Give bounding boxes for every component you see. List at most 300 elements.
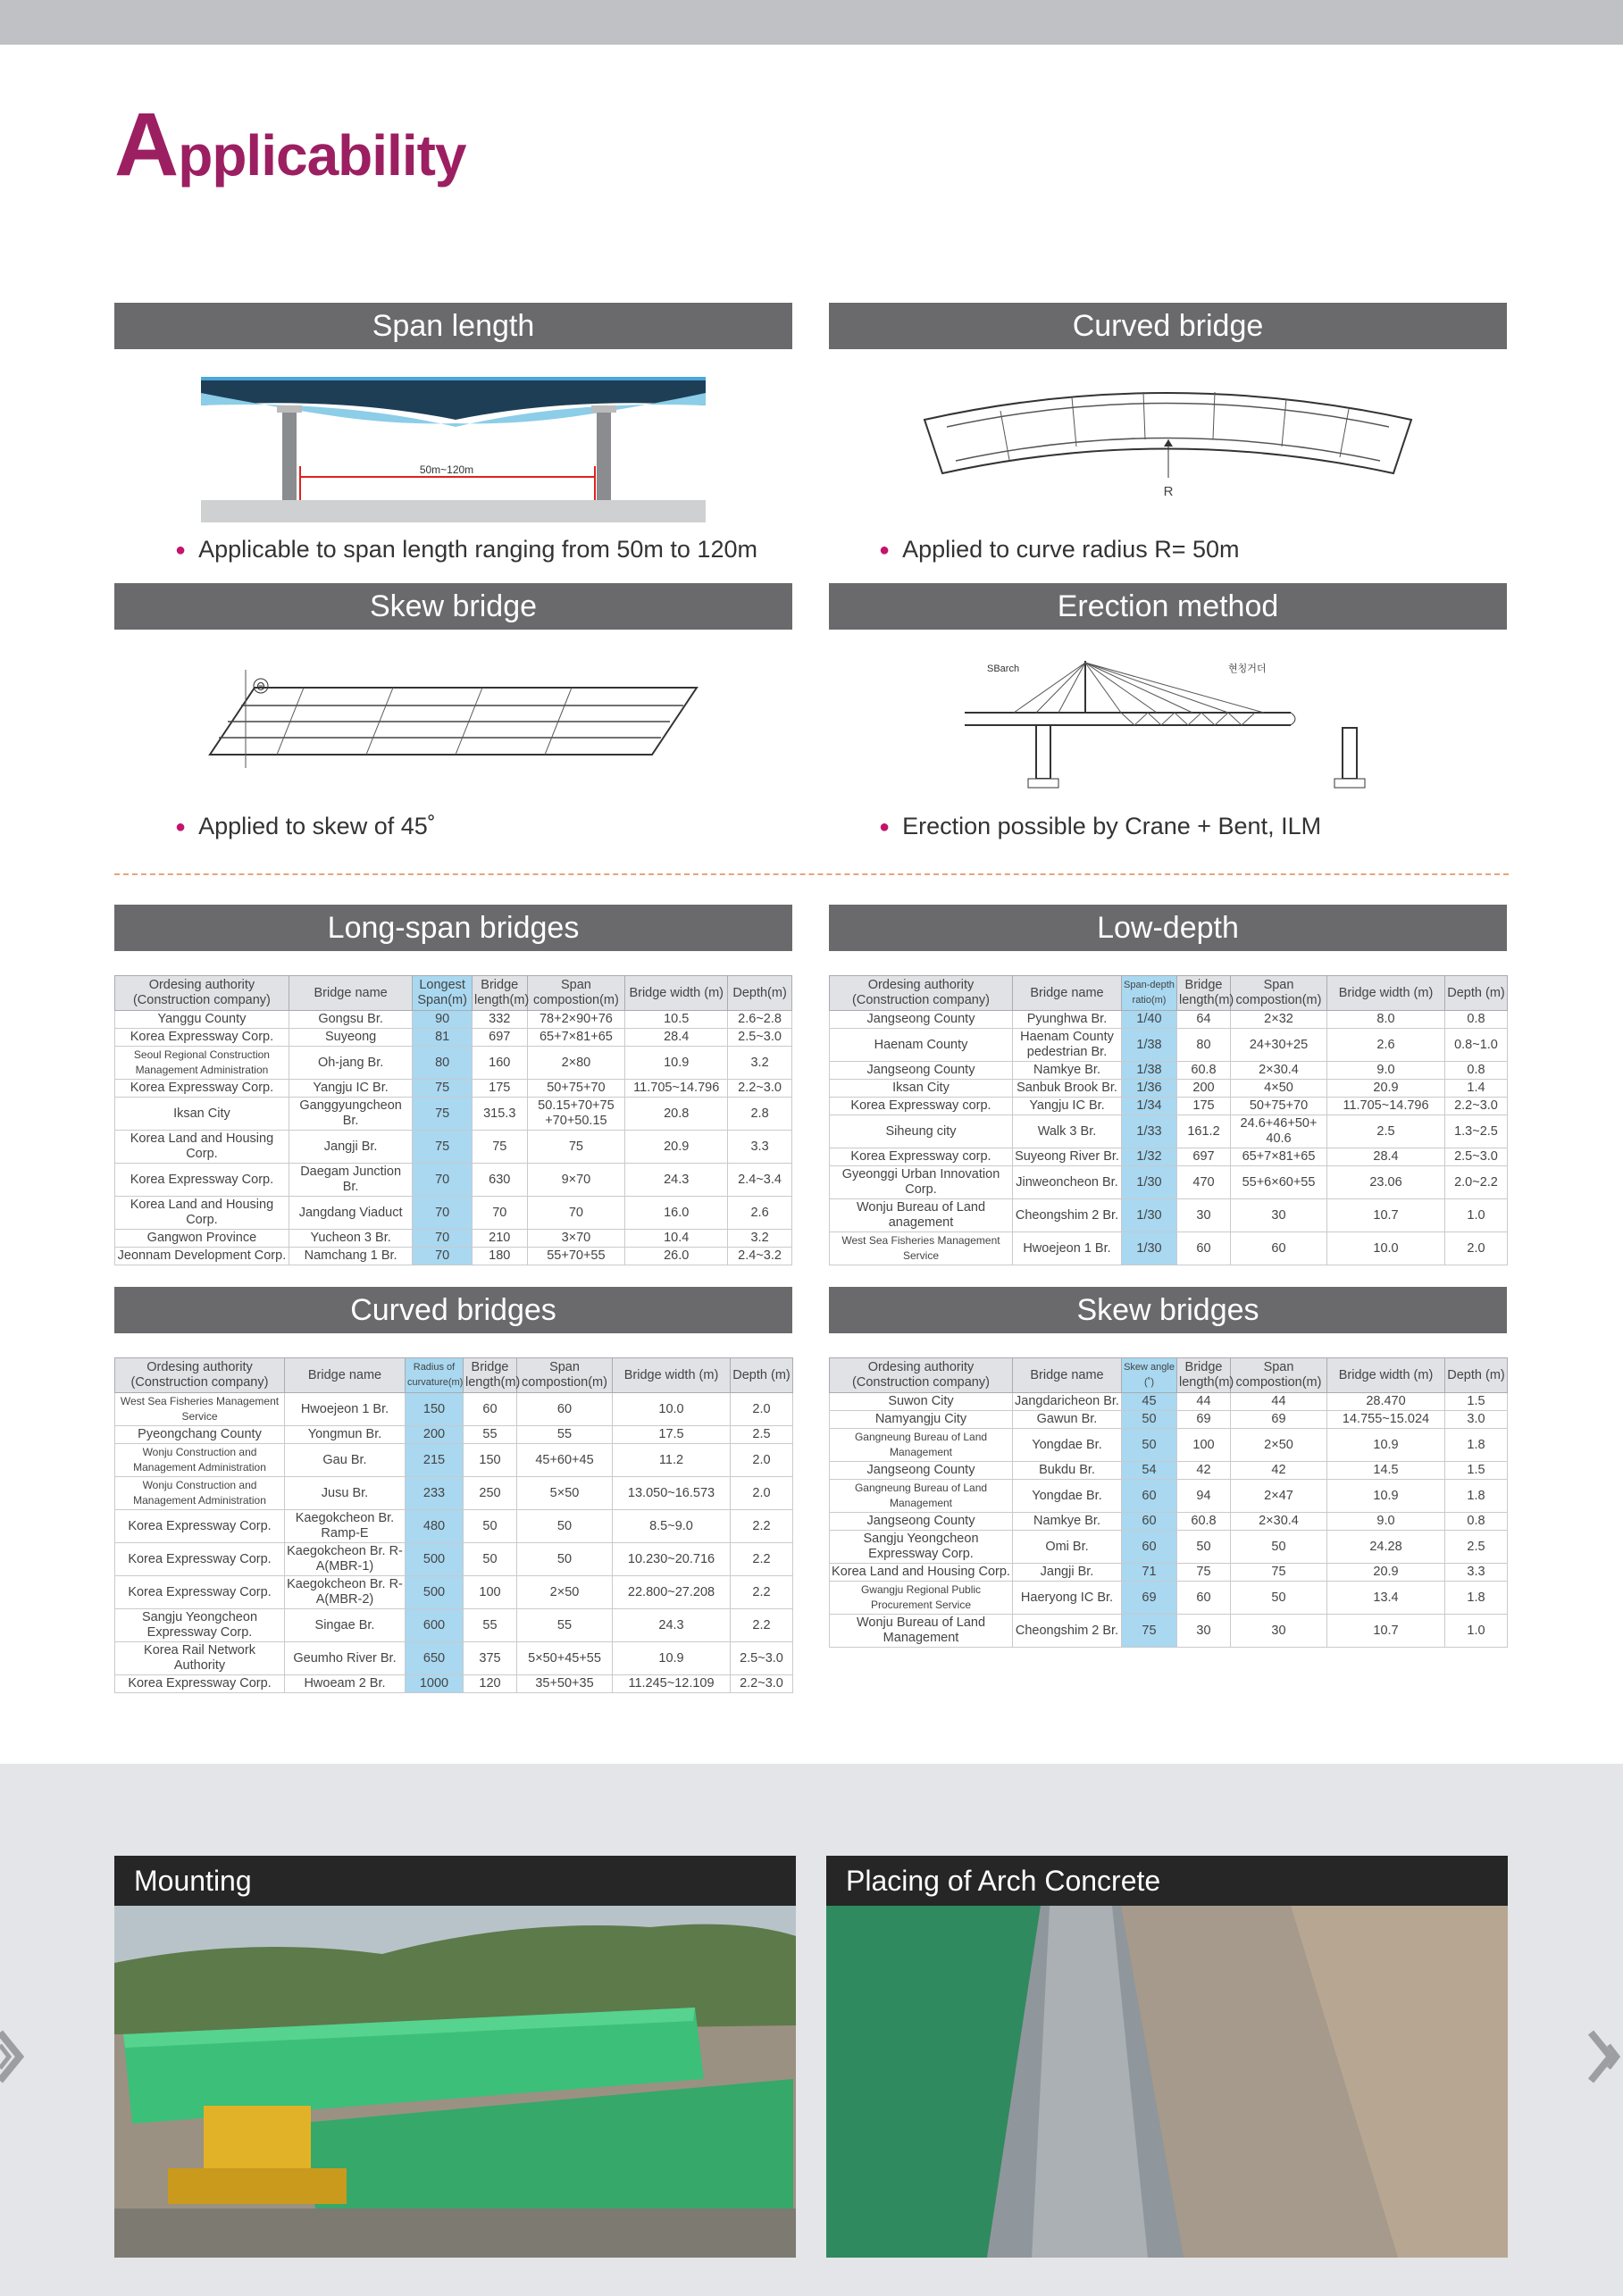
table-cell: 65+7×81+65 xyxy=(1231,1148,1327,1166)
column-header: Ordesing authority (Construction company) xyxy=(115,976,289,1011)
table-cell: Jinweoncheon Br. xyxy=(1013,1166,1122,1199)
table-cell: 2.2~3.0 xyxy=(728,1080,792,1098)
table-cell: 5×50 xyxy=(517,1477,613,1510)
span-length-diagram xyxy=(197,366,710,527)
table-cell: 75 xyxy=(1122,1615,1177,1648)
table-cell: 1.0 xyxy=(1445,1199,1508,1232)
table-cell: 2.6~2.8 xyxy=(728,1011,792,1029)
table-cell: 70 xyxy=(473,1197,528,1230)
table-cell: 2.5~3.0 xyxy=(731,1642,793,1675)
table-row xyxy=(830,1148,1508,1166)
skew-bridges-heading: Skew bridges xyxy=(829,1287,1507,1333)
skew-bridge-diagram xyxy=(205,670,706,768)
table-cell: Jangdang Viaduct xyxy=(289,1197,412,1230)
table-cell: 2.0 xyxy=(731,1393,793,1426)
table-cell: Haeryong IC Br. xyxy=(1013,1582,1122,1615)
table-cell: Pyeongchang County xyxy=(115,1426,285,1444)
table-cell: 2×80 xyxy=(527,1047,625,1080)
table-cell: 180 xyxy=(473,1248,528,1265)
table-cell: 100 xyxy=(1177,1429,1231,1462)
span-dimension-label: 50m~120m xyxy=(419,463,474,476)
table-cell: 60 xyxy=(1177,1582,1231,1615)
table-cell: 2×32 xyxy=(1231,1011,1327,1029)
arch-concrete-caption: Placing of Arch Concrete xyxy=(826,1856,1508,1906)
table-cell: Hwoejeon 1 Br. xyxy=(1013,1232,1122,1265)
table-cell: 1.8 xyxy=(1445,1480,1508,1513)
table-cell: 2.5 xyxy=(1445,1531,1508,1564)
column-header: Ordesing authority (Construction company) xyxy=(115,1358,285,1393)
table-row xyxy=(115,1543,793,1576)
table-cell: Korea Expressway Corp. xyxy=(115,1675,285,1693)
table-cell: 10.0 xyxy=(1327,1232,1445,1265)
table-row xyxy=(115,1609,793,1642)
table-cell: 2×30.4 xyxy=(1231,1513,1327,1531)
table-cell: 13.050~16.573 xyxy=(613,1477,731,1510)
table-cell: Namchang 1 Br. xyxy=(289,1248,412,1265)
table-cell: 75 xyxy=(473,1131,528,1164)
table-cell: Sanbuk Brook Br. xyxy=(1013,1080,1122,1098)
column-header: Depth(m) xyxy=(728,976,792,1011)
table-cell: Korea Expressway corp. xyxy=(830,1148,1013,1166)
table-row xyxy=(830,1411,1508,1429)
table-cell: 10.4 xyxy=(625,1230,728,1248)
table-cell: 3.2 xyxy=(728,1047,792,1080)
curved-bridge-heading: Curved bridge xyxy=(829,303,1507,349)
column-header: Bridge name xyxy=(1013,976,1122,1011)
table-cell: 215 xyxy=(406,1444,464,1477)
table-cell: 0.8 xyxy=(1445,1011,1508,1029)
table-cell: Gongsu Br. xyxy=(289,1011,412,1029)
column-header: Bridge width (m) xyxy=(1327,1358,1445,1393)
table-cell: 3.0 xyxy=(1445,1411,1508,1429)
table-cell: 28.4 xyxy=(1327,1148,1445,1166)
table-cell: 55+6×60+55 xyxy=(1231,1166,1327,1199)
column-header: Bridge width (m) xyxy=(1327,976,1445,1011)
table-cell: 55 xyxy=(517,1609,613,1642)
table-cell: 161.2 xyxy=(1177,1115,1231,1148)
table-cell: 50 xyxy=(1122,1429,1177,1462)
table-cell: 80 xyxy=(413,1047,473,1080)
table-cell: 2×50 xyxy=(1231,1429,1327,1462)
column-header: Depth (m) xyxy=(1445,1358,1508,1393)
column-header: Bridge length(m) xyxy=(464,1358,517,1393)
bullet-dot-icon: ● xyxy=(175,817,187,838)
table-cell: 100 xyxy=(464,1576,517,1609)
table-cell: 70 xyxy=(413,1197,473,1230)
table-row xyxy=(830,1199,1508,1232)
table-cell: 0.8 xyxy=(1445,1513,1508,1531)
table-cell: 60.8 xyxy=(1177,1513,1231,1531)
table-cell: 64 xyxy=(1177,1011,1231,1029)
table-cell: Kaegokcheon Br. Ramp-E xyxy=(285,1510,406,1543)
table-cell: 55 xyxy=(464,1426,517,1444)
table-cell: 0.8~1.0 xyxy=(1445,1029,1508,1062)
table-cell: 24.6+46+50+ 40.6 xyxy=(1231,1115,1327,1148)
table-cell: 55 xyxy=(517,1426,613,1444)
table-cell: Namyangju City xyxy=(830,1411,1013,1429)
table-row xyxy=(830,1062,1508,1080)
table-cell: 60 xyxy=(464,1393,517,1426)
table-cell: 24+30+25 xyxy=(1231,1029,1327,1062)
table-cell: 2.2~3.0 xyxy=(1445,1098,1508,1115)
table-cell: Wonju Construction and Management Administration xyxy=(115,1477,285,1510)
column-header: Depth (m) xyxy=(731,1358,793,1393)
table-cell: Gwangju Regional Public Procurement Service xyxy=(830,1582,1013,1615)
skew-bridge-heading: Skew bridge xyxy=(114,583,792,630)
table-cell: 1/30 xyxy=(1122,1166,1177,1199)
column-header: Bridge width (m) xyxy=(625,976,728,1011)
table-row xyxy=(115,1164,792,1197)
table-cell: 1000 xyxy=(406,1675,464,1693)
table-cell: 500 xyxy=(406,1543,464,1576)
table-cell: 44 xyxy=(1177,1393,1231,1411)
long-span-heading: Long-span bridges xyxy=(114,905,792,951)
table-cell: Omi Br. xyxy=(1013,1531,1122,1564)
table-cell: 2.5 xyxy=(731,1426,793,1444)
column-header: Bridge length(m) xyxy=(1177,976,1231,1011)
table-cell: 69 xyxy=(1122,1582,1177,1615)
table-cell: Korea Land and Housing Corp. xyxy=(115,1197,289,1230)
table-cell: 10.9 xyxy=(613,1642,731,1675)
table-cell: 1/33 xyxy=(1122,1115,1177,1148)
table-cell: 1/38 xyxy=(1122,1029,1177,1062)
table-cell: 50+75+70 xyxy=(527,1080,625,1098)
column-header: Bridge length(m) xyxy=(1177,1358,1231,1393)
column-header: Longest Span(m) xyxy=(413,976,473,1011)
table-cell: 1.8 xyxy=(1445,1429,1508,1462)
bullet-dot-icon: ● xyxy=(879,817,891,838)
section-divider xyxy=(114,873,1509,875)
table-cell: 11.705~14.796 xyxy=(1327,1098,1445,1115)
table-cell: Korea Expressway corp. xyxy=(830,1098,1013,1115)
table-cell: 1/40 xyxy=(1122,1011,1177,1029)
curved-bridges-table xyxy=(114,1357,793,1693)
table-cell: Jangji Br. xyxy=(289,1131,412,1164)
table-row xyxy=(830,1513,1508,1531)
column-header: Skew angle (˚) xyxy=(1122,1358,1177,1393)
table-cell: Yucheon 3 Br. xyxy=(289,1230,412,1248)
table-row xyxy=(115,1131,792,1164)
table-cell: 30 xyxy=(1177,1199,1231,1232)
table-cell: 2×30.4 xyxy=(1231,1062,1327,1080)
table-cell: 11.245~12.109 xyxy=(613,1675,731,1693)
table-row xyxy=(115,1675,793,1693)
table-cell: 69 xyxy=(1177,1411,1231,1429)
table-cell: 2×50 xyxy=(517,1576,613,1609)
table-cell: 50+75+70 xyxy=(1231,1098,1327,1115)
table-cell: 42 xyxy=(1231,1462,1327,1480)
table-cell: 2.6 xyxy=(1327,1029,1445,1062)
table-cell: 10.9 xyxy=(1327,1429,1445,1462)
table-cell: 50 xyxy=(1231,1531,1327,1564)
table-cell: 650 xyxy=(406,1642,464,1675)
table-cell: 50 xyxy=(517,1543,613,1576)
table-cell: 2.0 xyxy=(731,1477,793,1510)
table-row xyxy=(115,1098,792,1131)
table-cell: 17.5 xyxy=(613,1426,731,1444)
table-cell: 10.0 xyxy=(613,1393,731,1426)
table-cell: Wonju Construction and Management Administration xyxy=(115,1444,285,1477)
column-header: Ordesing authority (Construction company) xyxy=(830,1358,1013,1393)
table-row xyxy=(115,1444,793,1477)
table-row xyxy=(115,1047,792,1080)
table-cell: Yongdae Br. xyxy=(1013,1480,1122,1513)
table-cell: Gau Br. xyxy=(285,1444,406,1477)
column-header: Bridge name xyxy=(285,1358,406,1393)
table-cell: 50 xyxy=(1122,1411,1177,1429)
table-cell: 16.0 xyxy=(625,1197,728,1230)
table-cell: 1.4 xyxy=(1445,1080,1508,1098)
table-cell: 10.230~20.716 xyxy=(613,1543,731,1576)
table-cell: 3.3 xyxy=(1445,1564,1508,1582)
table-cell: 160 xyxy=(473,1047,528,1080)
table-cell: 70 xyxy=(413,1248,473,1265)
table-cell: 50 xyxy=(1231,1582,1327,1615)
table-cell: 75 xyxy=(413,1098,473,1131)
table-cell: 697 xyxy=(473,1029,528,1047)
table-cell: Jeonnam Development Corp. xyxy=(115,1248,289,1265)
table-row xyxy=(115,1642,793,1675)
column-header: Span compostion(m) xyxy=(527,976,625,1011)
long-span-table xyxy=(114,975,792,1265)
table-row xyxy=(830,1531,1508,1564)
table-cell: 1/34 xyxy=(1122,1098,1177,1115)
table-cell: 8.0 xyxy=(1327,1011,1445,1029)
table-cell: 50 xyxy=(517,1510,613,1543)
table-cell: Wonju Bureau of Land anagement xyxy=(830,1199,1013,1232)
column-header: Radius of curvature(m) xyxy=(406,1358,464,1393)
top-band xyxy=(0,0,1623,45)
table-row xyxy=(115,1510,793,1543)
table-row xyxy=(115,1576,793,1609)
table-cell: 233 xyxy=(406,1477,464,1510)
table-cell: Oh-jang Br. xyxy=(289,1047,412,1080)
table-cell: 2.5~3.0 xyxy=(728,1029,792,1047)
table-cell: 1/36 xyxy=(1122,1080,1177,1098)
erection-label-right: 현칭거더 xyxy=(1228,663,1267,674)
chevron-left-icon[interactable] xyxy=(0,2025,36,2088)
table-cell: Korea Expressway Corp. xyxy=(115,1080,289,1098)
table-cell: 78+2×90+76 xyxy=(527,1011,625,1029)
table-cell: Jangseong County xyxy=(830,1462,1013,1480)
table-cell: 75 xyxy=(1231,1564,1327,1582)
column-header: Span compostion(m) xyxy=(517,1358,613,1393)
table-cell: 60.8 xyxy=(1177,1062,1231,1080)
table-cell: 75 xyxy=(413,1131,473,1164)
erection-method-diagram xyxy=(960,652,1389,799)
span-length-heading: Span length xyxy=(114,303,792,349)
table-row xyxy=(115,1477,793,1510)
table-row xyxy=(830,1564,1508,1582)
table-cell: Jangdaricheon Br. xyxy=(1013,1393,1122,1411)
table-cell: 2.2 xyxy=(731,1609,793,1642)
table-cell: Seoul Regional Construction Management Administration xyxy=(115,1047,289,1080)
table-cell: 20.9 xyxy=(1327,1080,1445,1098)
table-row xyxy=(830,1098,1508,1115)
table-cell: 90 xyxy=(413,1011,473,1029)
table-cell: 44 xyxy=(1231,1393,1327,1411)
table-cell: 480 xyxy=(406,1510,464,1543)
column-header: Ordesing authority (Construction company) xyxy=(830,976,1013,1011)
table-cell: 35+50+35 xyxy=(517,1675,613,1693)
table-cell: 22.800~27.208 xyxy=(613,1576,731,1609)
table-cell: Haenam County pedestrian Br. xyxy=(1013,1029,1122,1062)
table-cell: 2.5~3.0 xyxy=(1445,1148,1508,1166)
table-cell: 75 xyxy=(413,1080,473,1098)
table-cell: 200 xyxy=(406,1426,464,1444)
table-cell: Korea Expressway Corp. xyxy=(115,1510,285,1543)
table-cell: 69 xyxy=(1231,1411,1327,1429)
table-cell: Korea Land and Housing Corp. xyxy=(830,1564,1013,1582)
table-row xyxy=(115,1080,792,1098)
table-cell: 500 xyxy=(406,1576,464,1609)
table-cell: Yongmun Br. xyxy=(285,1426,406,1444)
table-cell: 1.5 xyxy=(1445,1393,1508,1411)
table-cell: 2.0 xyxy=(731,1444,793,1477)
table-cell: Kaegokcheon Br. R-A(MBR-1) xyxy=(285,1543,406,1576)
table-cell: Jangseong County xyxy=(830,1011,1013,1029)
table-cell: 2×47 xyxy=(1231,1480,1327,1513)
skew-bridge-bullet: ● Applied to skew of 45˚ xyxy=(175,813,436,839)
table-cell: Korea Expressway Corp. xyxy=(115,1029,289,1047)
table-cell: 8.5~9.0 xyxy=(613,1510,731,1543)
table-cell: 210 xyxy=(473,1230,528,1248)
table-cell: 1/30 xyxy=(1122,1232,1177,1265)
table-cell: 4×50 xyxy=(1231,1080,1327,1098)
table-cell: 1.8 xyxy=(1445,1582,1508,1615)
table-cell: 2.0 xyxy=(1445,1232,1508,1265)
table-cell: Walk 3 Br. xyxy=(1013,1115,1122,1148)
table-cell: 375 xyxy=(464,1642,517,1675)
column-header: Span-depth ratio(m) xyxy=(1122,976,1177,1011)
table-row xyxy=(830,1115,1508,1148)
table-cell: 45+60+45 xyxy=(517,1444,613,1477)
table-cell: 10.9 xyxy=(625,1047,728,1080)
table-cell: Korea Expressway Corp. xyxy=(115,1543,285,1576)
table-cell: 200 xyxy=(1177,1080,1231,1098)
table-cell: 697 xyxy=(1177,1148,1231,1166)
arch-concrete-photo xyxy=(826,1856,1508,2258)
curved-bridges-heading: Curved bridges xyxy=(114,1287,792,1333)
table-cell: 45 xyxy=(1122,1393,1177,1411)
table-cell: 10.9 xyxy=(1327,1480,1445,1513)
table-cell: Haenam County xyxy=(830,1029,1013,1062)
table-cell: 14.5 xyxy=(1327,1462,1445,1480)
table-cell: 30 xyxy=(1231,1199,1327,1232)
table-row xyxy=(830,1480,1508,1513)
page-title: Applicability xyxy=(114,95,466,195)
table-cell: 150 xyxy=(406,1393,464,1426)
table-cell: 250 xyxy=(464,1477,517,1510)
table-cell: 94 xyxy=(1177,1480,1231,1513)
table-cell: 28.470 xyxy=(1327,1393,1445,1411)
table-cell: 470 xyxy=(1177,1166,1231,1199)
table-cell: 60 xyxy=(1122,1513,1177,1531)
table-cell: 75 xyxy=(1177,1564,1231,1582)
table-cell: Geumho River Br. xyxy=(285,1642,406,1675)
table-cell: 3×70 xyxy=(527,1230,625,1248)
column-header: Bridge name xyxy=(289,976,412,1011)
table-cell: 42 xyxy=(1177,1462,1231,1480)
table-cell: Korea Expressway Corp. xyxy=(115,1164,289,1197)
table-cell: Pyunghwa Br. xyxy=(1013,1011,1122,1029)
column-header: Span compostion(m) xyxy=(1231,976,1327,1011)
table-cell: 50 xyxy=(464,1510,517,1543)
table-cell: 71 xyxy=(1122,1564,1177,1582)
table-cell: Jusu Br. xyxy=(285,1477,406,1510)
table-cell: Cheongshim 2 Br. xyxy=(1013,1199,1122,1232)
arch-concrete-photo-image xyxy=(826,1856,1508,2258)
table-cell: Daegam Junction Br. xyxy=(289,1164,412,1197)
table-cell: Jangseong County xyxy=(830,1062,1013,1080)
table-cell: 2.2~3.0 xyxy=(731,1675,793,1693)
table-cell: 60 xyxy=(1177,1232,1231,1265)
table-cell: 60 xyxy=(1122,1480,1177,1513)
mounting-caption: Mounting xyxy=(114,1856,796,1906)
table-cell: 50.15+70+75 +70+50.15 xyxy=(527,1098,625,1131)
table-cell: 50 xyxy=(464,1543,517,1576)
table-cell: 1.0 xyxy=(1445,1615,1508,1648)
low-depth-heading: Low-depth xyxy=(829,905,1507,951)
column-header: Depth (m) xyxy=(1445,976,1508,1011)
table-cell: 55+70+55 xyxy=(527,1248,625,1265)
table-cell: 26.0 xyxy=(625,1248,728,1265)
skew-bridges-table xyxy=(829,1357,1508,1648)
table-row xyxy=(830,1080,1508,1098)
table-row xyxy=(830,1582,1508,1615)
column-header: Bridge width (m) xyxy=(613,1358,731,1393)
table-cell: Korea Land and Housing Corp. xyxy=(115,1131,289,1164)
bullet-dot-icon: ● xyxy=(175,540,187,561)
erection-label-left: SBarch xyxy=(987,664,1020,674)
table-cell: Yangju IC Br. xyxy=(1013,1098,1122,1115)
chevron-right-icon[interactable] xyxy=(1587,2025,1623,2088)
table-cell: 13.4 xyxy=(1327,1582,1445,1615)
table-row xyxy=(115,1230,792,1248)
table-cell: 0.8 xyxy=(1445,1062,1508,1080)
table-cell: Gangneung Bureau of Land Management xyxy=(830,1480,1013,1513)
table-cell: 3.3 xyxy=(728,1131,792,1164)
table-row xyxy=(830,1166,1508,1199)
table-cell: 150 xyxy=(464,1444,517,1477)
table-cell: 1.5 xyxy=(1445,1462,1508,1480)
table-cell: 1/30 xyxy=(1122,1199,1177,1232)
table-cell: 70 xyxy=(413,1164,473,1197)
table-cell: Bukdu Br. xyxy=(1013,1462,1122,1480)
table-cell: 600 xyxy=(406,1609,464,1642)
mounting-photo-image xyxy=(114,1856,796,2258)
table-cell: 70 xyxy=(413,1230,473,1248)
table-cell: 9×70 xyxy=(527,1164,625,1197)
table-row xyxy=(115,1011,792,1029)
table-cell: 60 xyxy=(1231,1232,1327,1265)
table-row xyxy=(115,1426,793,1444)
table-cell: Siheung city xyxy=(830,1115,1013,1148)
table-cell: Korea Expressway Corp. xyxy=(115,1576,285,1609)
table-cell: Namkye Br. xyxy=(1013,1062,1122,1080)
curved-bridge-diagram xyxy=(920,375,1420,509)
table-cell: Gangwon Province xyxy=(115,1230,289,1248)
column-header: Bridge name xyxy=(1013,1358,1122,1393)
table-cell: 20.9 xyxy=(625,1131,728,1164)
column-header: Span compostion(m) xyxy=(1231,1358,1327,1393)
column-header: Bridge length(m) xyxy=(473,976,528,1011)
table-cell: Jangji Br. xyxy=(1013,1564,1122,1582)
table-cell: 60 xyxy=(1122,1531,1177,1564)
low-depth-table xyxy=(829,975,1508,1265)
table-cell: Iksan City xyxy=(830,1080,1013,1098)
mounting-photo xyxy=(114,1856,796,2258)
